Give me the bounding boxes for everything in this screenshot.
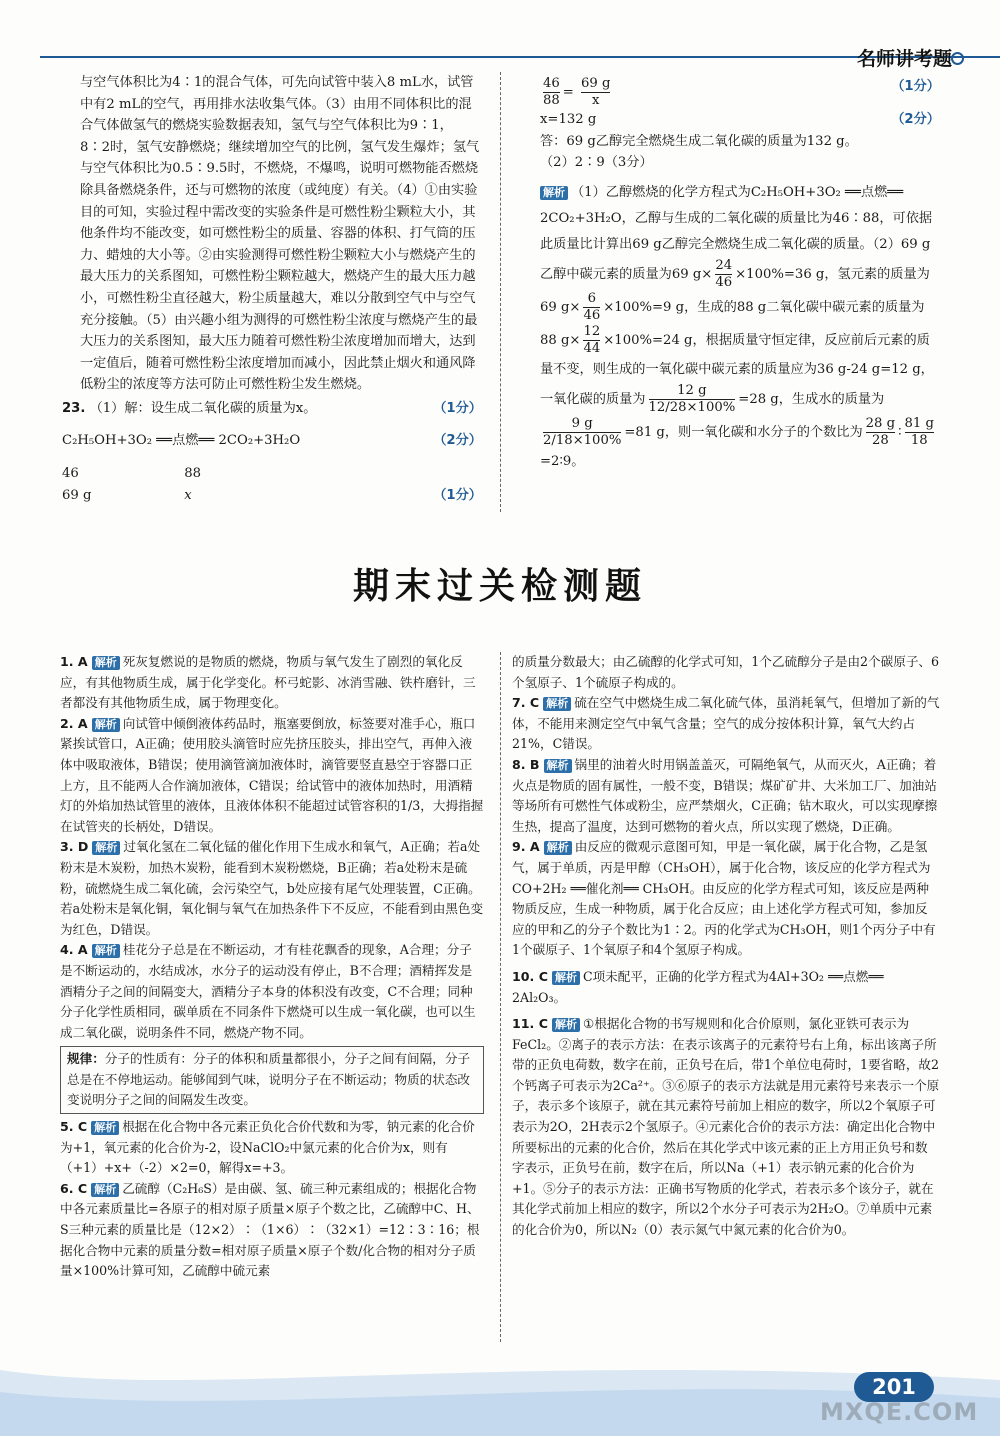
ratio-value: 46 [62, 466, 79, 482]
rule-text: 分子的性质有：分子的体积和质量都很小，分子之间有间隔，分子总是在不停地运动。能够闻到气味，说明分子在不断运动；物质的状态改变说明分子之间的间隔发生改变。 [67, 1051, 470, 1108]
analysis-tag: 解析 [544, 841, 572, 855]
analysis-tag: 解析 [91, 1183, 119, 1197]
fraction: $\frac{81 g}{18}$ [904, 415, 934, 448]
section-title: 期末过关检测题 [352, 566, 647, 607]
question-number: 23. [62, 400, 86, 416]
q23-ratio-row2 [62, 485, 482, 507]
top-left-column [62, 72, 482, 506]
q23-setup: （1）解：设生成二氧化碳的质量为x。 [89, 400, 317, 416]
ratio-value: 69 g [62, 487, 92, 503]
list-item: 9. A 解析 由反应的微观示意图可知，甲是一氧化碳，属于化合物，乙是氢气，属于单质，丙是甲醇（CH₃OH），属于化合物，该反应的化学方程式为CO+2H₂ ══催化剂══ CH₃OH。由反应的化学方程式可知，该反应是两种物质反应，生成一种物质，属于化合反应；由上述化学方程式可知，参加反应的甲和乙的分子个数比为1∶2。丙的化学式为CH₃OH，则1个丙分子中有1个碳原子、1个氧原子和4个氢原子构成。 [512, 839, 936, 958]
score: （1分） [433, 400, 482, 416]
bottom-right-column [512, 652, 940, 1241]
part2-line: （2）2∶9（3分） [540, 155, 653, 171]
score: （2分） [891, 112, 940, 127]
list-item: 8. B 解析 锅里的油着火时用锅盖盖灭，可隔绝氧气，从而灭火，A正确；着火点是物质的固有属性，一般不变，B错误；煤矿矿井、大米加工厂、加油站等场所有可燃性气体或粉尘，应严禁烟火，C正确；钻木取火，可以实现摩擦生热，提高了温度，达到可燃物的着火点，所以实现了燃烧，D正确。 [512, 756, 938, 834]
analysis-tag: 解析 [92, 718, 120, 732]
fraction: $\frac{28 g}{28}$ [865, 415, 896, 448]
rule-label: 规律： [67, 1051, 105, 1067]
list-item: 4. A 解析 桂花分子总是在不断运动，才有桂花飘香的现象，A合理；分子是不断运动的，水结成冰，水分子的运动没有停止，B不合理；酒精挥发是酒精分子之间的间隔变大，酒精分子本身的体积没有改变，C不合理；同种分子化学性质相同，碳单质在不同条件下燃烧可以生成一氧化碳，也可以生成二氧化碳，说明条件不同，燃烧产物不同。 [60, 942, 476, 1040]
q23-ratio-row1 [62, 463, 482, 485]
fraction: $\frac{12 g}{12/28\times 100\%}$ [648, 382, 736, 415]
answer-line: 答：69 g乙醇完全燃烧生成二氧化碳的质量为132 g。 [540, 133, 858, 149]
page-number: 201 [854, 1372, 934, 1402]
column-divider [500, 72, 501, 512]
list-item: 3. D 解析 过氧化氢在二氧化锰的催化作用下生成水和氧气，A正确；若a处粉末是木炭粉，加热木炭粉，能看到木炭粉燃烧，B正确；若a处粉末是硫粉，硫燃烧生成二氧化硫，会污染空气，b处应接有尾气处理装置，C正确。若a处粉末是氧化铜，氧化铜与氧气在加热条件下不反应，不能看到由黑色变为红色，D错误。 [60, 839, 484, 937]
explanation: 解析 （1）乙醇燃烧的化学方程式为C₂H₅OH+3O₂ ══点燃══ 2CO₂+3H₂O，乙醇与生成的二氧化碳的质量比为46∶88，可依据此质量比计算出69 g乙醇完全燃烧生成二氧化碳的质量。（2）69 g乙醇中碳元素的质量为69 g× $\frac{24}{46}$ ×100%=36 g，氢元素的质量为69 g× $\frac{6}{46}$ ×100%=9 g，生成的88 g二氧化碳中碳元素的质量为88 g× $\frac{12}{44}$ ×100%=24 g，根据质量守恒定律，反应前后元素的质量不变，则生成的一氧化碳中碳元素的质量应为36 g-24 g=12 g，一氧化碳的质量为 $\frac{12 g}{12/28\times 100\%}$ =28 g，生成水的质量为 $\frac{9 g}{2/18\times 100\%}$ =81 g，则一氧化碳和水分子的个数比为 $\frac{28 g}{28}$ ∶ $\frac{81 g}{18}$ =2∶9。 [540, 184, 934, 469]
analysis-tag: 解析 [92, 944, 120, 958]
analysis-paragraph: 与空气体积比为4∶1的混合气体，可先向试管中装入8 mL水，试管中有2 mL的空气，再用排水法收集气体。（3）由用不同体积比的混合气体做氢气的燃烧实验数据表知，氢气与空气体积比为9∶1，8∶2时，氢气安静燃烧；继续增加空气的比例，氢气发生爆炸；氢气与空气体积比为0.5∶9.5时，不燃烧，不爆鸣，说明可燃物能否燃烧除具备燃烧条件，还与可燃物的浓度（或纯度）有关。（4）①由实验目的可知，实验过程中需改变的实验条件是可燃性粉尘颗粒大小，其他条件均不能改变，如可燃性粉尘的质量、容器的体积、打气筒的压力、蜡烛的大小等。②由实验测得可燃性粉尘颗粒大小与燃烧产生的最大压力的关系图知，可燃性粉尘颗粒越大，燃烧产生的最大压力越小，可燃性粉尘直径越大，粉尘质量越大，难以分散到空气中与空气充分接触。（5）由兴趣小组为测得的可燃性粉尘浓度与燃烧产生的最大压力的关系图知，最大压力随着可燃性粉尘浓度增加而增大，达到一定值后，随着可燃性粉尘浓度增加而减小，因此禁止烟火和通风降低粉尘的浓度等方法可防止可燃性粉尘发生燃烧。 [80, 75, 480, 393]
score: （1分） [891, 79, 940, 94]
fraction: $\frac{12}{44}$ [583, 323, 601, 356]
analysis-tag: 解析 [552, 971, 580, 985]
list-item: 6. C 解析 乙硫醇（C₂H₆S）是由碳、氢、硫三种元素组成的；根据化合物中各元素质量比=各原子的相对原子质量×原子个数之比，乙硫醇中C、H、S三种元素的质量比是（12×2）∶（1×6）∶（32×1）=12∶3∶16；根据化合物中元素的质量分数=相对原子质量×原子个数/化合物的相对分子质量×100%计算可知，乙硫醇中硫元素 [60, 1180, 480, 1279]
list-item: 7. C 解析 硫在空气中燃烧生成二氧化硫气体，虽消耗氧气，但增加了新的气体，不能用来测定空气中氧气含量；空气的成分按体积计算，氧气大约占21%，C错误。 [512, 695, 940, 752]
analysis-tag: 解析 [540, 186, 568, 200]
x-result [540, 109, 940, 131]
list-item: 10. C 解析 C项未配平，正确的化学方程式为4Al+3O₂ ══点燃══ 2Al₂O₃。 [512, 968, 884, 1005]
x-value: x=132 g [540, 112, 597, 127]
score: （2分） [433, 432, 482, 448]
q23-equation-line [62, 430, 482, 452]
header-dot-icon [951, 52, 964, 65]
fraction: $\frac{69 g}{x}$ [581, 76, 611, 108]
analysis-tag: 解析 [544, 759, 572, 773]
rule-box [60, 1046, 484, 1114]
analysis-tag: 解析 [543, 697, 571, 711]
list-item: 1. A 解析 死灰复燃说的是物质的燃烧，物质与氧气发生了剧烈的氧化反应，有其他物质生成，属于化学变化。杯弓蛇影、冰消雪融、铁杵磨针，三者都没有其他物质生成，属于物理变化。 [60, 654, 476, 711]
analysis-tag: 解析 [91, 1121, 119, 1135]
list-item: 的质量分数最大；由乙硫醇的化学式可知，1个乙硫醇分子是由2个碳原子、6个氢原子、1个硫原子构成的。 [512, 654, 940, 690]
header-label: 名师讲考题 [856, 48, 952, 70]
q23-line1 [62, 398, 482, 420]
bottom-left-column [60, 652, 484, 1282]
analysis-tag: 解析 [92, 841, 120, 855]
score: （1分） [433, 487, 482, 503]
fraction: $\frac{9 g}{2/18\times 100\%}$ [543, 415, 622, 448]
column-divider [500, 652, 501, 1342]
ratio-value: 88 [184, 466, 201, 482]
analysis-tag: 解析 [552, 1018, 580, 1032]
analysis-tag: 解析 [92, 656, 120, 670]
watermark: MXQE.COM [820, 1398, 979, 1426]
list-item: 11. C 解析 ①根据化合物的书写规则和化合价原则，氯化亚铁可表示为FeCl₂。②离子的表示方法：在表示该离子的元素符号右上角，标出该离子所带的正负电荷数，数字在前，正负号在后，带1个单位电荷时，1要省略，故2个钙离子可表示为2Ca²⁺。③⑥原子的表示方法就是用元素符号来表示一个原子，表示多个该原子，就在其元素符号前加上相应的数字，所以2个氧原子可表示为2O，2H表示2个氢原子。④元素化合价的表示方法：确定出化合物中所要标出的元素的化合价，然后在其化学式中该元素的正上方用正负号和数字表示，正负号在前，数字在后，所以Na（+1）表示钠元素的化合价为+1。⑤分子的表示方法：正确书写物质的化学式，若表示多个该分子，就在其化学式前加上相应的数字，所以2个水分子可表示为2H₂O。⑦单质中元素的化合价为0，所以N₂（0）表示氮气中氮元素的化合价为0。 [512, 1016, 940, 1238]
fraction: $\frac{46}{88}$ [543, 76, 560, 108]
top-right-column [540, 76, 940, 475]
list-item: 2. A 解析 向试管中倾倒液体药品时，瓶塞要倒放，标签要对准手心，瓶口紧挨试管口，A正确；使用胶头滴管时应先挤压胶头，排出空气，再伸入液体中吸取液体，B错误；使用滴管滴加液体时，滴管要竖直悬空于容器口正上方，且不能两人合作滴加液体，C错误；给试管中的液体加热时，用酒精灯的外焰加热试管里的液体，且液体体积不能超过试管容积的1/3，大拇指握在试管夹的长柄处，D错误。 [60, 715, 484, 834]
fraction: $\frac{24}{46}$ [715, 257, 733, 290]
ratio-value: x [184, 487, 192, 503]
equation: C₂H₅OH+3O₂ ══点燃══ 2CO₂+3H₂O [62, 432, 301, 448]
ratio-equation: $\frac{46}{88}$ = $\frac{69 g}{x}$ （1分） [543, 76, 940, 108]
list-item: 5. C 解析 根据在化合物中各元素正负化合价代数和为零，钠元素的化合价为+1，氧元素的化合价为-2，设NaClO₂中氯元素的化合价为x，则有（+1）+x+（-2）×2=0，解得x=+3。 [60, 1119, 475, 1176]
fraction: $\frac{6}{46}$ [583, 290, 601, 323]
